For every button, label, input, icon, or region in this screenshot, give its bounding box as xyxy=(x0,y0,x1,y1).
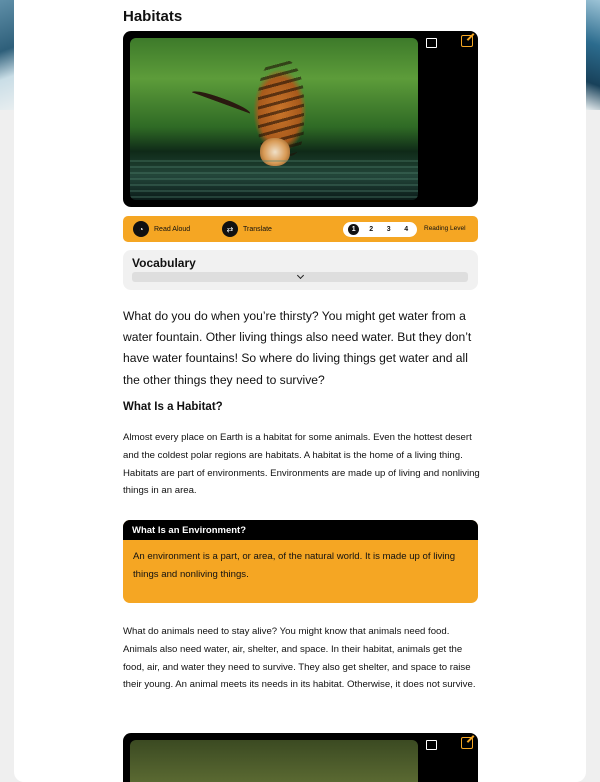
open-external-icon[interactable] xyxy=(460,34,474,48)
media-viewer-forest xyxy=(123,733,478,782)
lead-paragraph: What do you do when you’re thirsty? You might get water from a water fountain. Other living things also need water. But they don’t have water fountains! So where do living things get water and all the other things they need to survive? xyxy=(123,309,472,387)
reading-level-3[interactable]: 3 xyxy=(386,226,391,233)
translate-icon: ⇄ xyxy=(222,221,238,237)
background-image-left xyxy=(0,0,14,110)
tiger-photo[interactable] xyxy=(130,38,418,200)
read-aloud-button[interactable] xyxy=(133,221,190,237)
open-external-icon[interactable] xyxy=(460,736,474,750)
translate-button[interactable] xyxy=(222,221,272,237)
water-reflection xyxy=(130,160,418,200)
reading-level-4[interactable]: 4 xyxy=(404,226,409,233)
speaker-person-icon: ◔ xyxy=(133,221,149,237)
forest-photo[interactable] xyxy=(130,740,418,782)
vocabulary-title: Vocabulary xyxy=(132,256,196,270)
body-paragraph-1: Almost every place on Earth is a habitat for some animals. Even the hottest desert and the coldest polar regions are habitats. A habitat is the home of a living thing. Habitats are part of environments. Environments are made up of living and nonliving things in an area. xyxy=(123,432,480,497)
media-viewer-tiger xyxy=(123,31,478,207)
translate-label: Translate xyxy=(243,225,272,233)
vocabulary-toggle[interactable] xyxy=(132,272,468,282)
callout-body: An environment is a part, or area, of the natural world. It is made up of living things and nonliving things. xyxy=(133,551,456,580)
reading-toolbar xyxy=(123,216,478,242)
definition-callout xyxy=(123,520,478,603)
vocabulary-panel xyxy=(123,250,478,290)
reading-level-label: Reading Level xyxy=(424,225,466,232)
chevron-down-icon xyxy=(296,272,303,279)
background-image-right xyxy=(586,0,600,110)
image-gallery-icon[interactable] xyxy=(424,36,438,50)
reading-level-selector xyxy=(343,222,417,237)
section-heading: What Is a Habitat? xyxy=(123,401,223,413)
read-aloud-label: Read Aloud xyxy=(154,225,191,233)
page-title: Habitats xyxy=(123,8,183,25)
tiger-tail xyxy=(190,88,252,119)
image-gallery-icon[interactable] xyxy=(424,738,438,752)
reading-level-2[interactable]: 2 xyxy=(369,226,374,233)
article-card xyxy=(14,0,586,782)
body-paragraph-2: What do animals need to stay alive? You might know that animals need food. Animals also need water, air, shelter, and space. In their habitat, animals get the food, air, and water they need to survive. They also get shelter, and space to raise their young. An animal meets its needs in its habitat. Otherwise, it does not survive. xyxy=(123,626,476,691)
reading-level-1[interactable]: 1 xyxy=(348,224,359,235)
callout-title: What Is an Environment? xyxy=(123,520,478,540)
